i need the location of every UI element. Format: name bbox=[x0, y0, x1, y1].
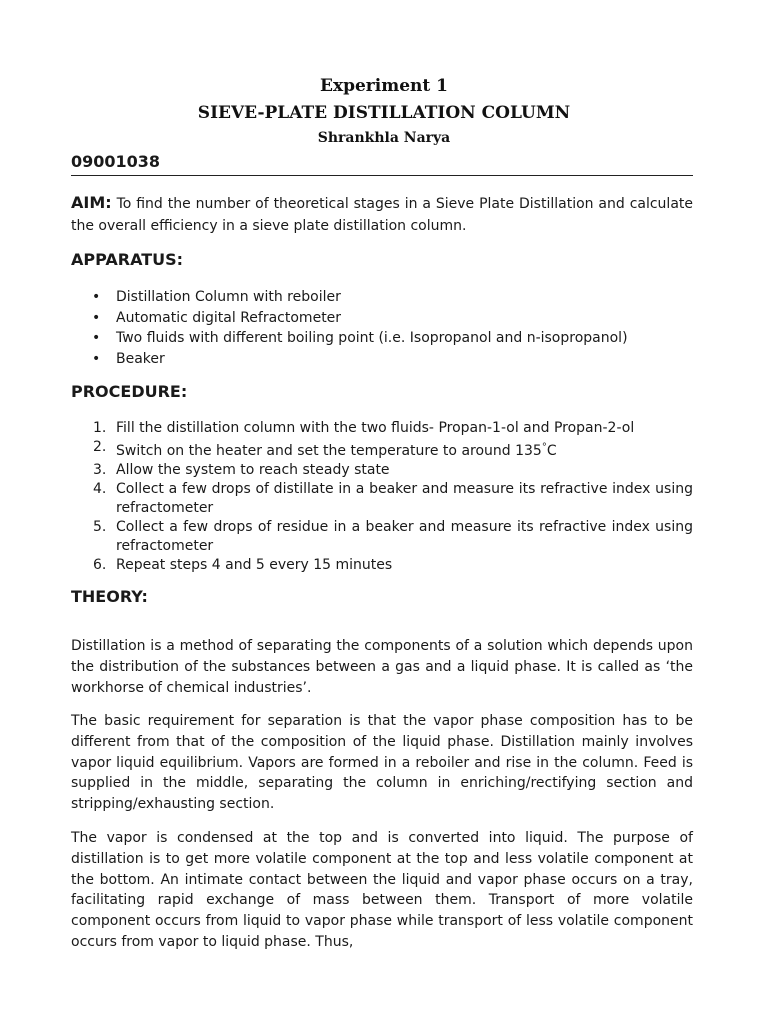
procedure-list bbox=[71, 419, 693, 575]
list-item bbox=[71, 438, 693, 461]
bullet-icon: • bbox=[92, 309, 101, 326]
list-item bbox=[71, 308, 628, 329]
list-item bbox=[71, 480, 693, 518]
procedure-heading: PROCEDURE: bbox=[71, 382, 188, 401]
aim-text: To find the number of theoretical stages in a Sieve Plate Distillation and calculate the overall efficiency in a sieve plate distillation column. bbox=[71, 196, 693, 234]
step-text: Repeat steps 4 and 5 every 15 minutes bbox=[116, 557, 393, 573]
step-number: 5. bbox=[93, 519, 107, 535]
bullet-icon: • bbox=[92, 289, 101, 305]
step-text: Fill the distillation column with the two fluids- Propan-1-ol and Propan-2-ol bbox=[116, 420, 635, 436]
step-text: Allow the system to reach steady state bbox=[116, 462, 390, 478]
apparatus-heading: APPARATUS: bbox=[71, 250, 184, 269]
bullet-icon: • bbox=[92, 330, 101, 346]
step-number: 1. bbox=[93, 420, 107, 436]
step-number: 4. bbox=[93, 481, 107, 497]
list-item bbox=[71, 518, 693, 556]
apparatus-item-text: Two fluids with different boiling point (i.e. Isopropanol and n-isopropanol) bbox=[116, 330, 628, 346]
list-item bbox=[71, 349, 628, 370]
experiment-number: Experiment 1 bbox=[320, 76, 448, 96]
aim-section bbox=[71, 192, 693, 237]
list-item bbox=[71, 556, 693, 575]
apparatus-list bbox=[71, 287, 628, 369]
author-name: Shrankhla Narya bbox=[317, 130, 451, 146]
list-item bbox=[71, 419, 693, 438]
theory-paragraph: The basic requirement for separation is that the vapor phase composition has to be different from that of the composition of the liquid phase. Distillation mainly involves vapor liquid equilibrium. Vapors are formed in a reboiler and rise in the column. Feed is supplied in the middle, separating the column in enriching/rectifying section and stripping/exhausting section. bbox=[71, 713, 693, 813]
step-text: Collect a few drops of residue in a beaker and measure its refractive index using refractometer bbox=[116, 519, 693, 554]
step-number: 2. bbox=[93, 439, 107, 455]
temperature-unit: C bbox=[546, 443, 557, 459]
header-divider bbox=[71, 175, 693, 176]
step-number: 6. bbox=[93, 557, 107, 573]
apparatus-item-text: Distillation Column with reboiler bbox=[116, 289, 341, 305]
list-item bbox=[71, 287, 628, 308]
degree-symbol: ° bbox=[541, 442, 547, 453]
list-item bbox=[71, 328, 628, 349]
step-number: 3. bbox=[93, 462, 107, 478]
apparatus-item-text: Beaker bbox=[116, 350, 165, 367]
apparatus-item-text: Automatic digital Refractometer bbox=[116, 309, 342, 326]
document-title: SIEVE-PLATE DISTILLATION COLUMN bbox=[197, 103, 571, 123]
theory-heading: THEORY: bbox=[71, 587, 148, 606]
list-item bbox=[71, 461, 693, 480]
roll-number: 09001038 bbox=[71, 152, 161, 171]
theory-paragraph: The vapor is condensed at the top and is converted into liquid. The purpose of distillation is to get more volatile component at the top and less volatile component at the bottom. An intimate contact between the liquid and vapor phase occurs on a tray, facilitating rapid exchange of mass between them. Transport of more volatile component occurs from liquid to vapor phase while transport of less volatile component occurs from vapor to liquid phase. Thus, bbox=[71, 830, 693, 950]
step-text: Switch on the heater and set the temperature to around 135 bbox=[116, 443, 542, 459]
aim-label: AIM: bbox=[71, 193, 112, 212]
step-text: Collect a few drops of distillate in a beaker and measure its refractive index using refractometer bbox=[116, 481, 693, 516]
bullet-icon: • bbox=[92, 350, 101, 367]
theory-paragraph: Distillation is a method of separating the components of a solution which depends upon the distribution of the substances between a gas and a liquid phase. It is called as ‘the workhorse of chemical industries’. bbox=[71, 638, 693, 696]
